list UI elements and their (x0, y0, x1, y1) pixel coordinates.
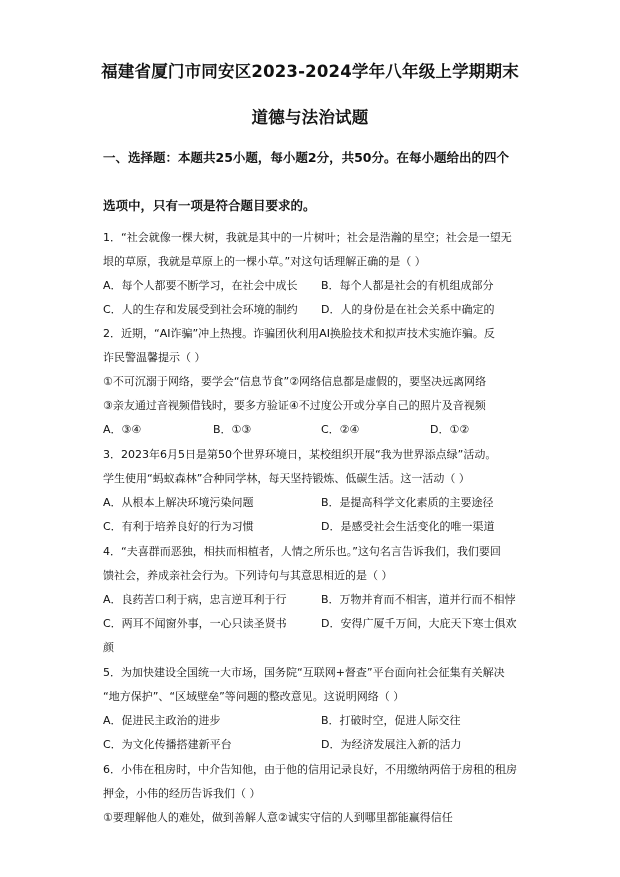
question-3-stem-line1: 3．2023年6月5日是第50个世界环境日，某校组织开展“我为世界添点绿”活动。 (103, 448, 497, 461)
question-2-stem-line1: 2．近期，“AI诈骗”冲上热搜。诈骗团伙利用AI换脸技术和拟声技术实施诈骗。反 (103, 327, 495, 340)
question-4-option-d-line1: D．安得广厦千万间，大庇天下寒士俱欢 (321, 617, 517, 630)
question-3-option-c: C．有利于培养良好的行为习惯 (103, 520, 254, 533)
question-5-option-d: D．为经济发展注入新的活力 (321, 738, 462, 751)
question-1-option-c: C．人的生存和发展受到社会环境的制约 (103, 303, 298, 316)
question-2-option-c: C．②④ (321, 423, 360, 436)
question-2-option-b: B．①③ (213, 423, 252, 436)
section-heading-line1: 一、选择题：本题共25小题，每小题2分，共50分。在每小题给出的四个 (103, 150, 509, 165)
question-4-option-c: C．两耳不闻窗外事，一心只读圣贤书 (103, 617, 287, 630)
question-4-stem-line2: 馈社会，养成亲社会行为。下列诗句与其意思相近的是（ ） (103, 569, 393, 582)
question-5-stem-line1: 5．为加快建设全国统一大市场，国务院“互联网+督查”平台面向社会征集有关解决 (103, 666, 505, 679)
question-4-stem-line1: 4．“夫喜群而恶独，相扶而相植者，人情之所乐也。”这句名言告诉我们，我们要回 (103, 545, 501, 558)
question-1-stem-line1: 1．“社会就像一棵大树，我就是其中的一片树叶；社会是浩瀚的星空；社会是一望无 (103, 231, 512, 244)
question-4-option-b: B．万物并育而不相害，道并行而不相悖 (321, 593, 516, 606)
question-2-option-d: D．①② (430, 423, 470, 436)
question-1-option-a: A．每个人都要不断学习，在社会中成长 (103, 279, 298, 292)
question-1-option-b: B．每个人都是社会的有机组成部分 (321, 279, 494, 292)
question-2-item-line1: ①不可沉溺于网络，要学会“信息节食”②网络信息都是虚假的，要坚决远离网络 (103, 375, 487, 388)
question-5-option-b: B．打破时空，促进人际交往 (321, 714, 461, 727)
section-heading-line2: 选项中，只有一项是符合题目要求的。 (103, 198, 316, 213)
question-2-option-a: A．③④ (103, 423, 142, 436)
question-2-stem-line2: 诈民警温馨提示（ ） (103, 351, 206, 364)
document-title-line2: 道德与法治试题 (251, 108, 369, 127)
question-3-option-b: B．是提高科学文化素质的主要途径 (321, 496, 494, 509)
question-1-option-d: D．人的身份是在社会关系中确定的 (321, 303, 495, 316)
question-5-stem-line2: “地方保护”、“区域壁垒”等问题的整改意见。这说明网络（ ） (103, 690, 405, 703)
question-6-item-line1: ①要理解他人的难处，做到善解人意②诚实守信的人到哪里都能赢得信任 (103, 811, 453, 824)
question-6-stem-line1: 6．小伟在租房时，中介告知他，由于他的信用记录良好，不用缴纳两倍于房租的租房 (103, 763, 517, 776)
question-6-stem-line2: 押金，小伟的经历告诉我们（ ） (103, 787, 261, 800)
question-5-option-a: A．促进民主政治的进步 (103, 714, 221, 727)
question-2-item-line2: ③亲友通过音视频借钱时，要多方验证④不过度公开或分享自己的照片及音视频 (103, 399, 486, 412)
question-3-option-d: D．是感受社会生活变化的唯一渠道 (321, 520, 495, 533)
question-3-option-a: A．从根本上解决环境污染问题 (103, 496, 254, 509)
document-title-line1: 福建省厦门市同安区2023-2024学年八年级上学期期末 (101, 62, 519, 81)
question-4-option-d-line2: 颜 (103, 641, 114, 654)
question-3-stem-line2: 学生使用“蚂蚁森林”合种同学林，每天坚持锻炼、低碳生活。这一活动（ ） (103, 472, 470, 485)
question-4-option-a: A．良药苦口利于病，忠言逆耳利于行 (103, 593, 287, 606)
question-1-stem-line2: 垠的草原，我就是草原上的一棵小草。”对这句话理解正确的是（ ） (103, 255, 426, 268)
question-5-option-c: C．为文化传播搭建新平台 (103, 738, 232, 751)
